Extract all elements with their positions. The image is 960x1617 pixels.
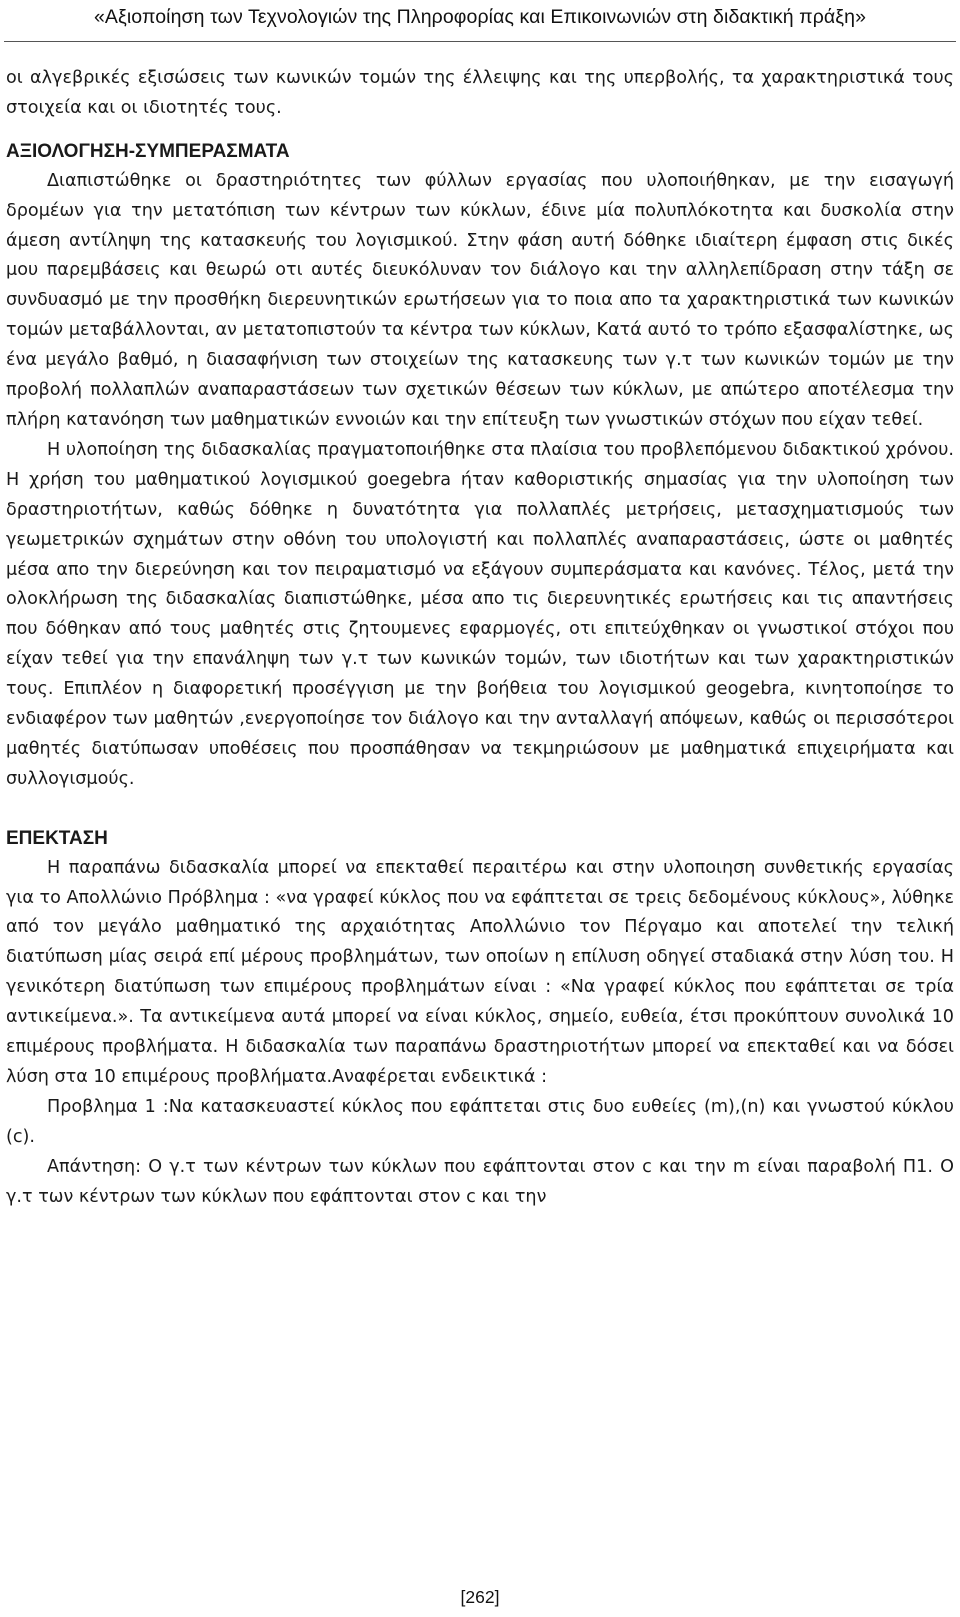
evaluation-paragraph-2: Η υλοποίηση της διδασκαλίας πραγματοποιήθηκε στα πλαίσια του προβλεπόμενου διδακτικού χρόνου. Η χρήση του μαθηματικού λογισμικού goegebra ήταν καθοριστικής σημασίας για την υλοποίηση των δραστηριοτήτων, καθώς δόθηκε η δυνατότητα για πολλαπλές μετρήσεις, μετασχηματισμούς των γεωμετρικών σχημάτων στην οθόνη του υπολογιστή και πολλαπλές αναπαραστάσεις, ώστε οι μαθητές μέσα απο την διερεύνηση και τον πειραματισμό να εξάγουν συμπεράσματα και κανόνες. Τέλος, μετά την ολοκλήρωση της διδασκαλίας διαπιστώθηκε, μέσα απο τις διερευνητικές ερωτήσεις και τις απαντήσεις που δόθηκαν από τους μαθητές στις ζητουμενες εφαρμογές, οτι επιτεύχθηκαν οι γνωστικοί στόχοι που είχαν τεθεί για την επανάληψη των γ.τ των κωνικών τομών, των ιδιοτήτων και των χαρακτηριστικών τους. Επιπλέον η διαφορετική προσέγγιση με την βοήθεια του λογισμικού geogebra, κινητοποίησε το ενδιαφέρον των μαθητών ,ενεργοποίησε τον διάλογο και την ανταλλαγή απόψεων, καθώς οι περισσότεροι μαθητές διατύπωσαν υποθέσεις που προσπάθησαν να τεκμηριώσουν με μαθηματικά επιχειρήματα και συλλογισμούς. [6,439,954,789]
header-divider [4,41,956,42]
spacer [6,124,954,137]
extension-heading: ΕΠΕΚΤΑΣΗ [6,827,108,849]
extension-section [6,824,954,1213]
page-number: [262] [460,1587,500,1607]
document-body [6,64,954,1213]
extension-paragraph-1: Η παραπάνω διδασκαλία μπορεί να επεκταθεί περαιτέρω και στην υλοποιηση συνθετικής εργασίας για το Απολλώνιο Πρόβλημα : «να γραφεί κύκλος που να εφάπτεται σε τρεις δεδομένους κύκλους», λύθηκε από τον μεγάλο μαθηματικό της αρχαιότητας Απολλώνιο τον Πέργαμο και αποτελεί την τελική διατύπωση μίας σειρά επί μέρους προβλημάτων, των οποίων η επίλυση οδηγεί σταδιακά στην λύση του. Η γενικότερη διατύπωση των επιμέρους προβλημάτων είναι : «Να γραφεί κύκλος που εφάπτεται σε τρία αντικείμενα.». Τα αντικείμενα αυτά μπορεί να είναι κύκλος, σημείο, ευθεία, έτσι προκύπτουν συνολικά 10 επιμέρους προβλήματα. Η διδασκαλία των παραπάνω δραστηριοτήτων μπορεί να επεκταθεί και να δόσει λύση στα 10 επιμέρους προβλήματα.Αναφέρεται ενδεικτικά : [6,857,954,1087]
answer-1: Απάντηση: Ο γ.τ των κέντρων των κύκλων που εφάπτονται στον c και την m είναι παραβολή Π1. Ο γ.τ των κέντρων των κύκλων που εφάπτονται στον c και την [6,1156,954,1207]
spacer [6,795,954,824]
running-header: «Αξιοποίηση των Τεχνολογιών της Πληροφορίας και Επικοινωνιών στη διδακτική πράξη» [93,6,867,28]
intro-paragraph: οι αλγεβρικές εξισώσεις των κωνικών τομών της έλλειψης και της υπερβολής, τα χαρακτηριστικά τους στοιχεία και οι ιδιοτητές τους. [6,68,954,118]
problem-1: Προβλημα 1 :Να κατασκευαστεί κύκλος που εφάπτεται στις δυο ευθείες (m),(n) και γνωστού κύκλου (c). [6,1096,954,1147]
evaluation-paragraph-1: Διαπιστώθηκε οι δραστηριότητες των φύλλων εργασίας που υλοποιήθηκαν, με την εισαγωγή δρομέων για την μετατόπιση των κέντρων των κύκλων, έδινε μία πολυπλόκοτητα και δυσκολία στην άμεση αντίληψη της κατασκευής του λογισμικού. Στην φάση αυτή δόθηκε ιδιαίτερη έμφαση στις δικές μου παρεμβάσεις και θεωρώ οτι αυτές διευκόλυναν τον διάλογο και την αλληλεπίδραση στην τάξη σε συνδυασμό με την προσθήκη διερευνητικών ερωτήσεων για το ποια απο τα χαρακτηριστικά των κωνικών τομών μεταβάλλονται, αν μετατοπιστούν τα κέντρα των κύκλων, Κατά αυτό το τρόπο εξασφαλίστηκε, ως ένα μεγάλο βαθμό, η διασαφήνιση των στοιχείων της κατασκευης των γ.τ των κωνικών τομών με την προβολή πολλαπλών αναπαραστάσεων των σχετικών θέσεων των κύκλων, με απώτερο αποτέλεσμα την πλήρη κατανόηση των μαθηματικών εννοιών και την επίτευξη των γνωστικών στόχων που είχαν τεθεί. [6,170,954,430]
evaluation-section [6,137,954,795]
evaluation-heading: ΑΞΙΟΛΟΓΗΣΗ-ΣΥΜΠΕΡΑΣΜΑΤΑ [6,140,290,162]
